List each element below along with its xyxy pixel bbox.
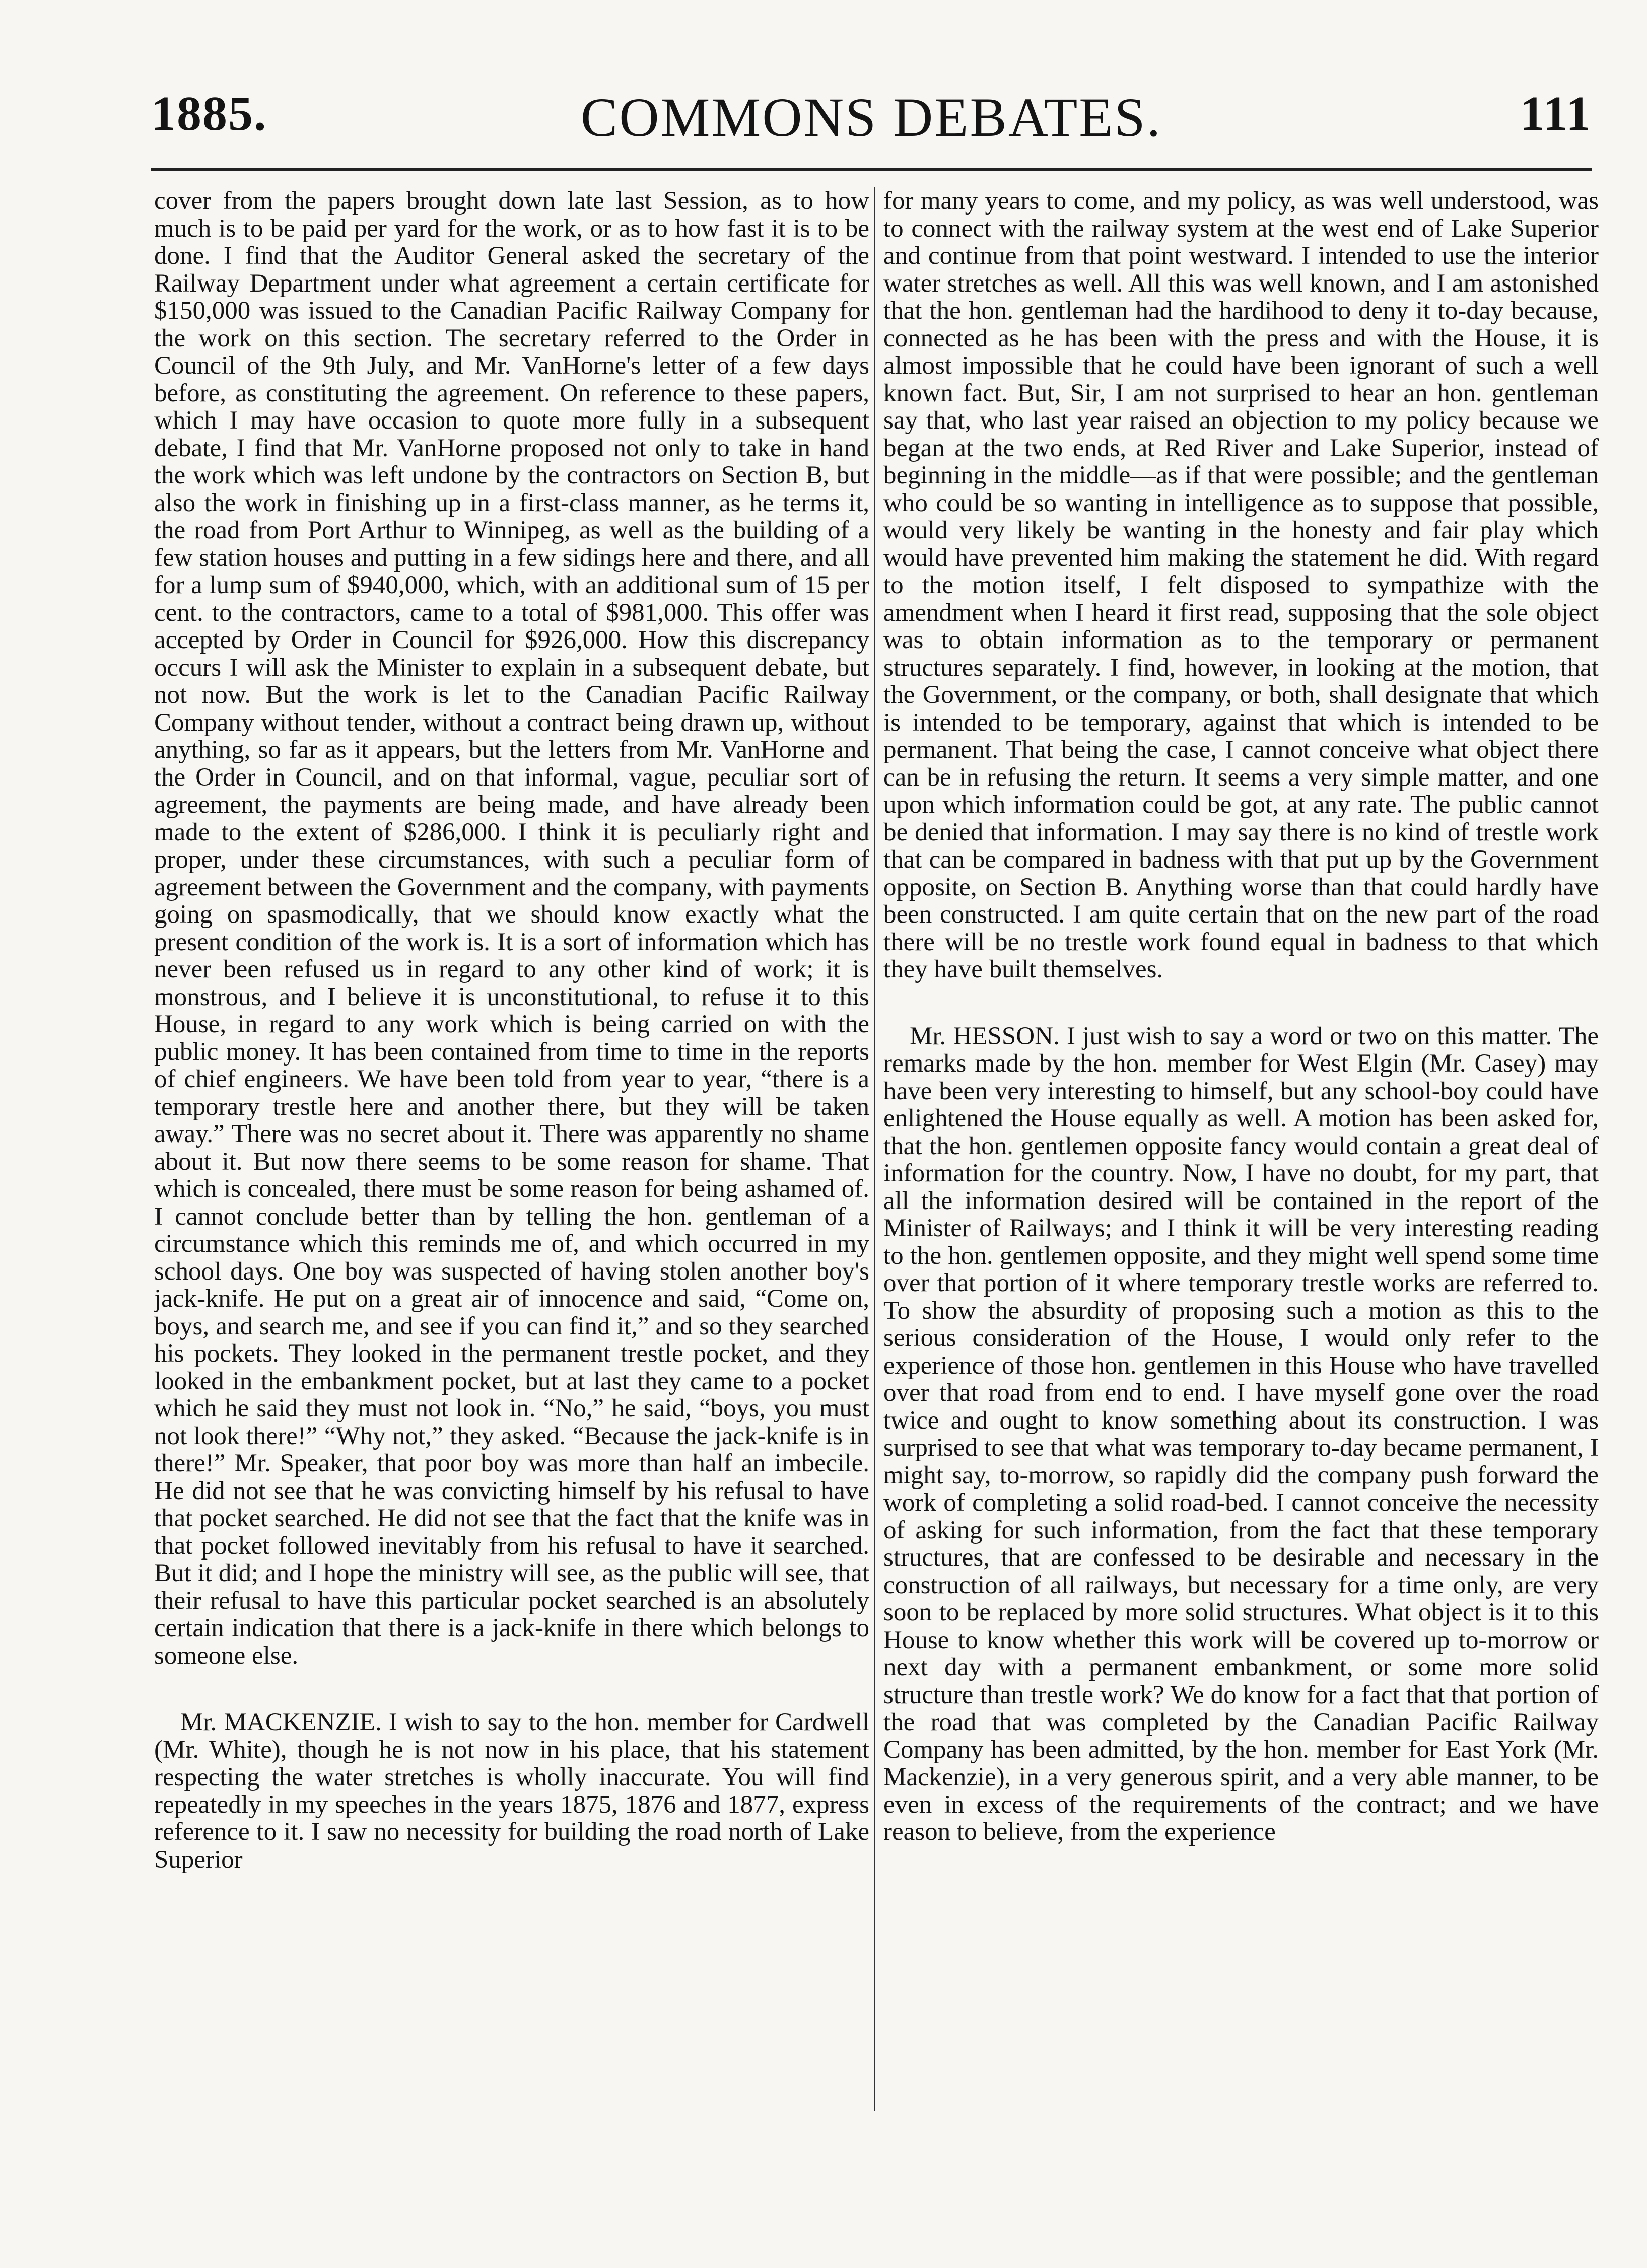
right-paragraph-hesson: Mr. HESSON. I just wish to say a word or two on this matter. The remarks made by the hon. member for West Elgin (Mr. Casey) may have been very interesting to himself, but any school-boy could have enlightened the House equally as well. A motion has been asked for, that the hon. gentlemen opposite fancy would contain a great deal of information for the country. Now, I have no doubt, for my part, that all the information desired will be contained in the report of the Minister of Railways; and I think it will be very interesting reading to the hon. gentlemen opposite, and they might well spend some time over that portion of it where temporary trestle works are referred to. To show the absurdity of proposing such a motion as this to the serious consideration of the House, I would only refer to the experience of those hon. gentlemen in this House who have travelled over that road from end to end. I have myself gone over the road twice and ought to know something about its construction. I was surprised to see that what was temporary to-day became permanent, I might say, to-morrow, so rapidly did the company push forward the work of completing a solid road-bed. I cannot conceive the necessity of asking for such information, from the fact that these temporary structures, that are confessed to be desirable and necessary in the construction of all railways, but necessary for a time only, are very soon to be replaced by more solid structures. What object is it to this House to know whether this work will be covered up to-morrow or next day with a permanent embankment, or some more solid structure than trestle work? We do know for a fact that that portion of the road that was completed by the Canadian Pacific Railway Company has been admitted, by the hon. member for East York (Mr. Mackenzie), in a very generous spirit, and a very able manner, to be even in excess of the requirements of the contract; and we have reason to believe, from the experience [883,1022,1599,1846]
page-year: 1885. [151,87,267,141]
left-paragraph-mackenzie: Mr. MACKENZIE. I wish to say to the hon. member for Cardwell (Mr. White), though he is not now in his place, that his statement respecting the water stretches is wholly inaccurate. You will find repeatedly in my speeches in the years 1875, 1876 and 1877, express reference to it. I saw no necessity for building the road north of Lake Superior [154,1708,869,1874]
right-paragraph-1: for many years to come, and my policy, as was well understood, was to connect with the railway system at the west end of Lake Superior and continue from that point westward. I intended to use the interior water stretches as well. All this was well known, and I am astonished that the hon. gentleman had the hardihood to deny it to-day because, connected as he has been with the press and with the House, it is almost impossible that he could have been ignorant of such a well known fact. But, Sir, I am not surprised to hear an hon. gentleman say that, who last year raised an objection to my policy because we began at the two ends, at Red River and Lake Superior, instead of beginning in the middle—as if that were possible; and the gentleman who could be so wanting in intelligence as to suppose that possible, would very likely be wanting in the honesty and fair play which would have prevented him making the statement he did. With regard to the motion itself, I felt disposed to sympathize with the amendment when I heard it first read, supposing that the sole object was to obtain information as to the temporary or permanent structures separately. I find, however, in looking at the motion, that the Government, or the company, or both, shall designate that which is intended to be temporary, against that which is intended to be permanent. That being the case, I cannot conceive what object there can be in refusing the return. It seems a very simple matter, and one upon which information could be got, at any rate. The public cannot be denied that information. I may say there is no kind of trestle work that can be compared in badness with that put up by the Government opposite, on Section B. Anything worse than that could hardly have been constructed. I am quite certain that on the new part of the road there will be no trestle work found equal in badness to that which they have built themselves. [883,187,1599,983]
header-rule [151,168,1592,171]
page-header [151,86,1592,161]
column-divider [874,187,875,2111]
left-paragraph-1: cover from the papers brought down late last Session, as to how much is to be paid per yard for the work, or as to how fast it is to be done. I find that the Auditor General asked the secretary of the Railway Department under what agreement a certain certificate for $150,000 was issued to the Canadian Pacific Railway Company for the work on this section. The secretary referred to the Order in Council of the 9th July, and Mr. VanHorne's letter of a few days before, as constituting the agreement. On reference to these papers, which I may have occasion to quote more fully in a subsequent debate, I find that Mr. VanHorne proposed not only to take in hand the work which was left undone by the contractors on Section B, but also the work in finishing up in a first-class manner, as he terms it, the road from Port Arthur to Winnipeg, as well as the building of a few station houses and putting in a few sidings here and there, and all for a lump sum of $940,000, which, with an additional sum of 15 per cent. to the contractors, came to a total of $981,000. This offer was accepted by Order in Council for $926,000. How this discrepancy occurs I will ask the Minister to explain in a subsequent debate, but not now. But the work is let to the Canadian Pacific Railway Company without tender, without a contract being drawn up, without anything, so far as it appears, but the letters from Mr. VanHorne and the Order in Council, and on that informal, vague, peculiar sort of agreement, the payments are being made, and have already been made to the extent of $286,000. I think it is peculiarly right and proper, under these circumstances, with such a peculiar form of agreement between the Government and the company, with payments going on spasmodically, that we should know exactly what the present condition of the work is. It is a sort of information which has never been refused us in regard to any other kind of work; it is monstrous, and I believe it is unconstitutional, to refuse it to this House, in regard to any work which is being carried on with the public money. It has been contained from time to time in the reports of chief engineers. We have been told from year to year, “there is a temporary trestle here and another there, but they will be taken away.” There was no secret about it. There was apparently no shame about it. But now there seems to be some reason for shame. That which is concealed, there must be some reason for being ashamed of. I cannot conclude better than by telling the hon. gentleman of a circumstance which this reminds me of, and which occurred in my school days. One boy was suspected of having stolen another boy's jack-knife. He put on a great air of innocence and said, “Come on, boys, and search me, and see if you can find it,” and so they searched his pockets. They looked in the permanent trestle pocket, and they looked in the embankment pocket, but at last they came to a pocket which he said they must not look in. “No,” he said, “boys, you must not look there!” “Why not,” they asked. “Because the jack-knife is in there!” Mr. Speaker, that poor boy was more than half an imbecile. He did not see that he was convicting himself by his refusal to have that pocket searched. He did not see that the fact that the knife was in that pocket followed inevitably from his refusal to have it searched. But it did; and I hope the ministry will see, as the public will see, that their refusal to have this particular pocket searched is an absolutely certain indication that there is a jack-knife in there which belongs to someone else. [154,187,869,1670]
page-number: 111 [1520,87,1592,141]
left-column [154,187,869,2116]
publication-title: COMMONS DEBATES. [580,87,1162,148]
right-column [883,187,1599,2116]
